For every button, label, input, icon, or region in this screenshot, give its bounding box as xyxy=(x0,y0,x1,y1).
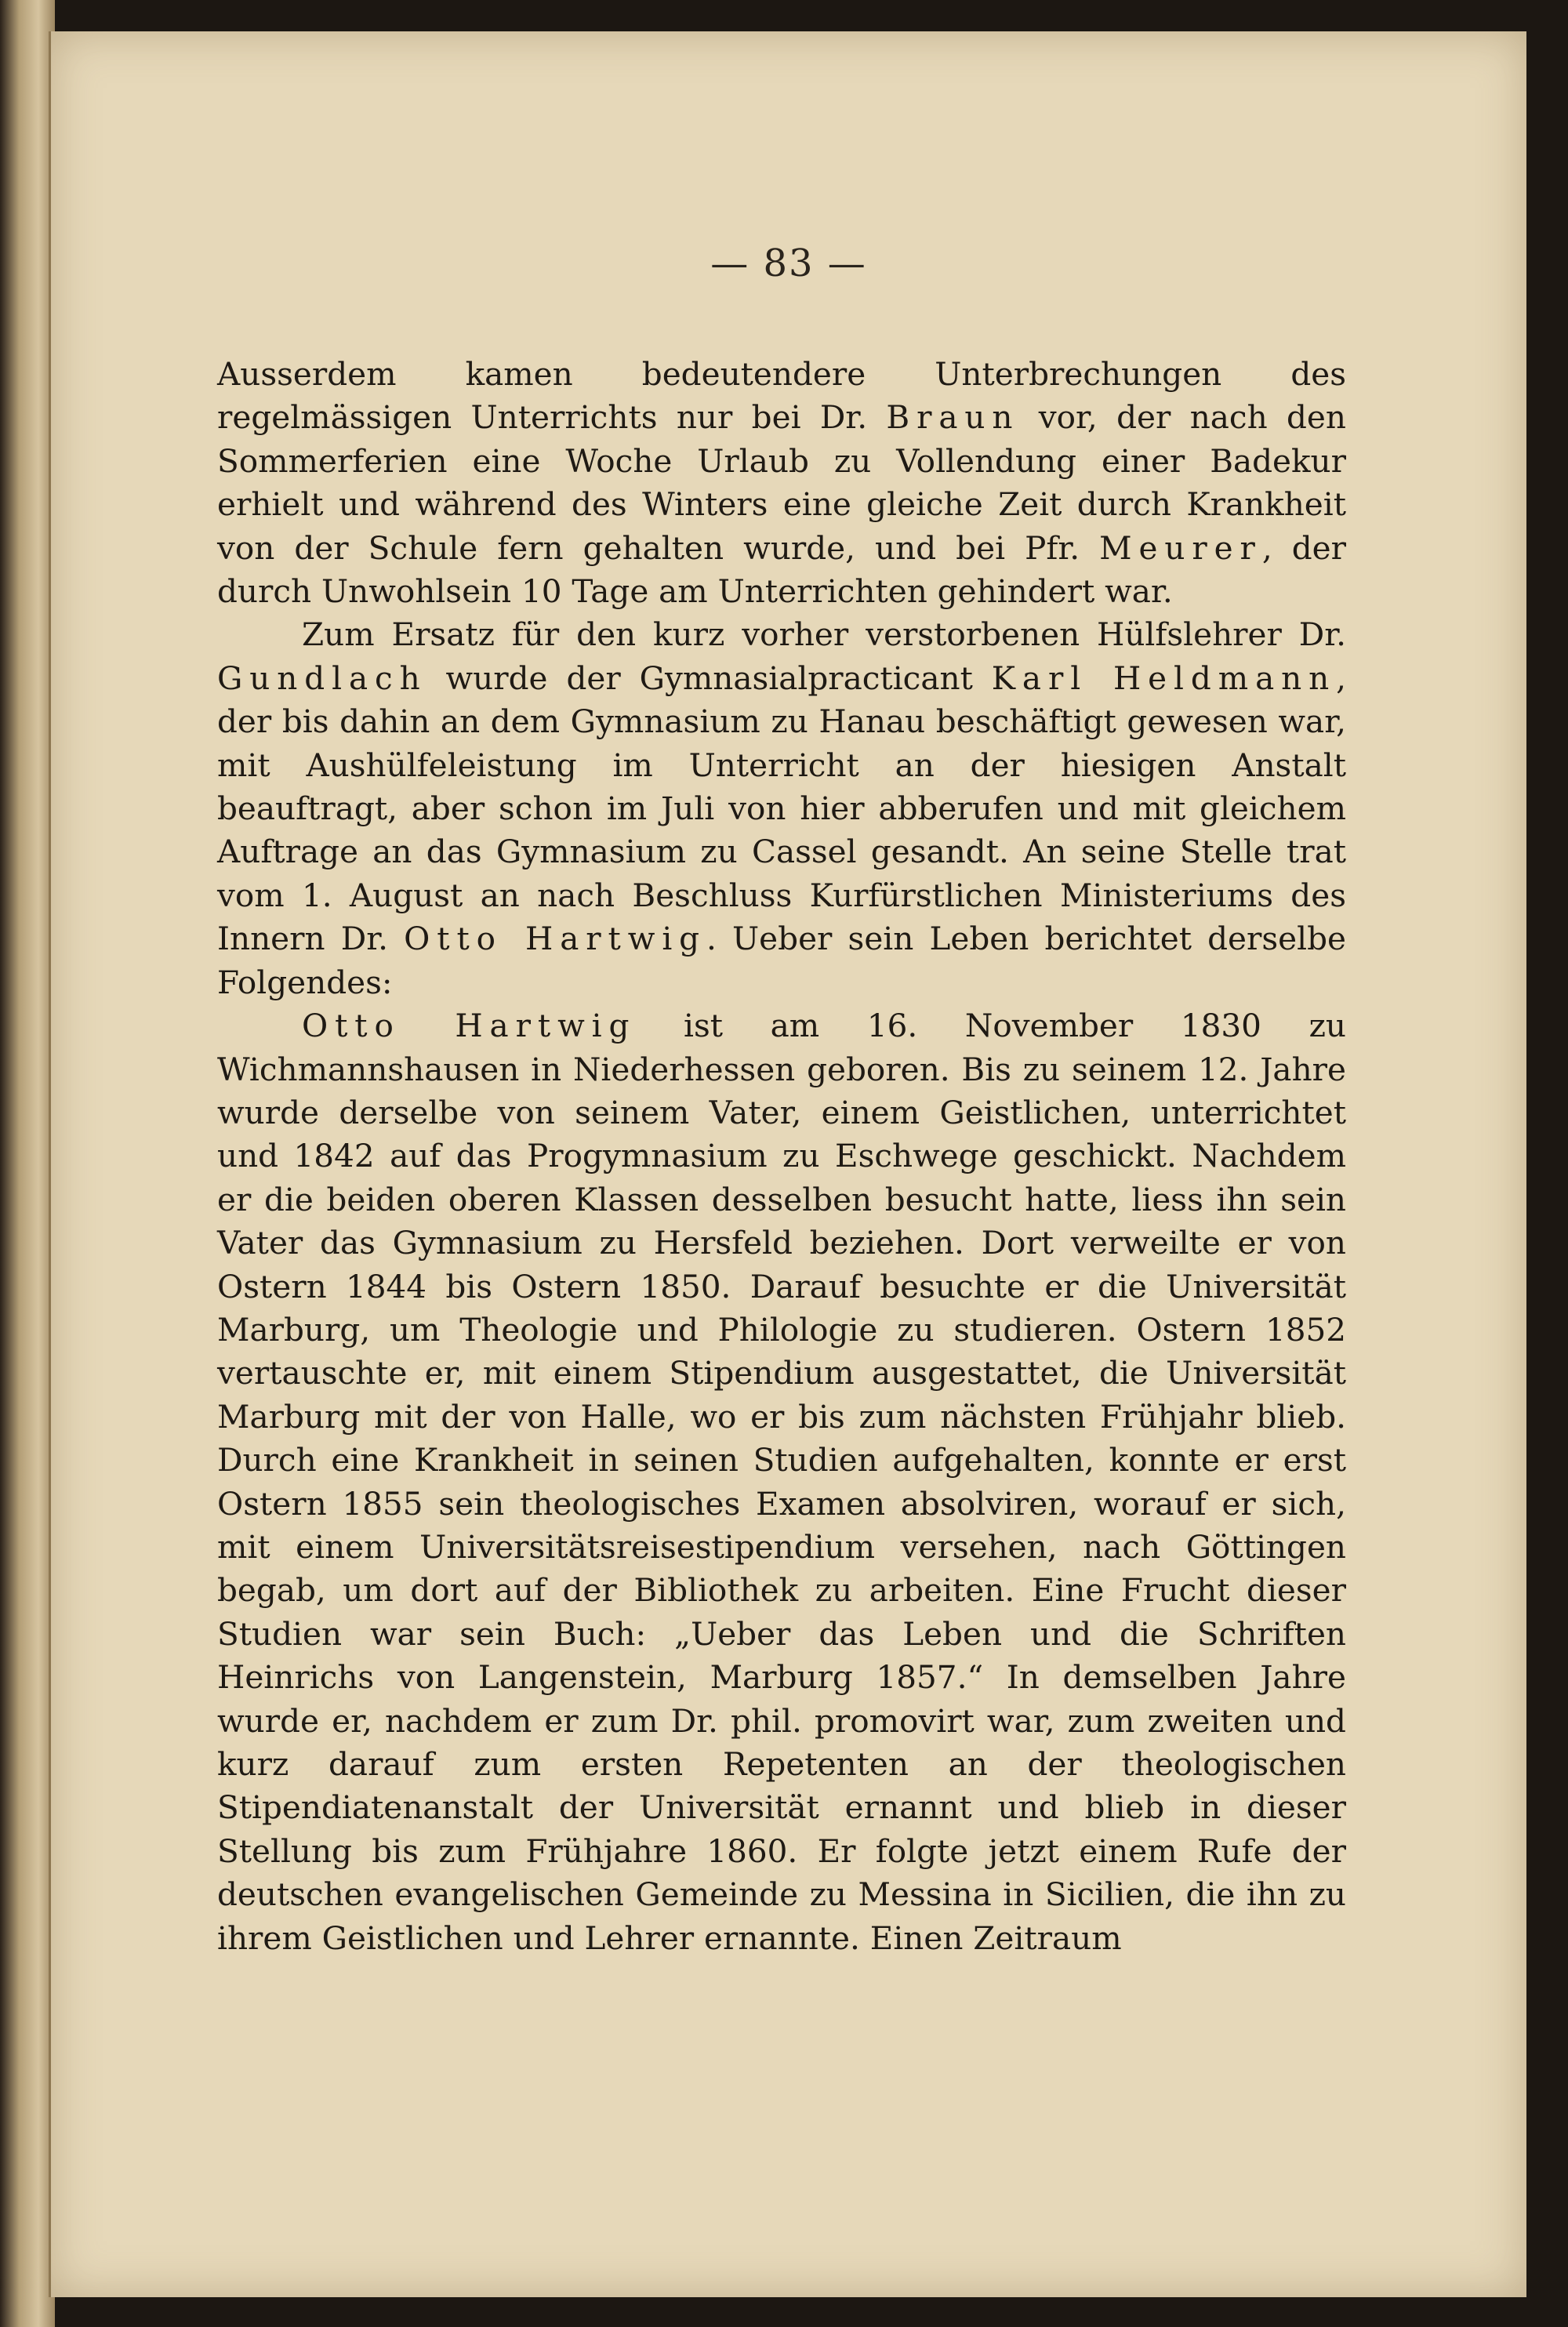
text-run: . Ueber sein Leben berichtet derselbe Folgendes: xyxy=(217,920,1346,1001)
text-run: vor, der nach den Sommerferien eine Woche Urlaub zu Vollendung einer Badekur erhielt und während des Winters eine gleiche Zeit durch Krankheit von der Schule fern gehalten wurde, und bei Pfr. xyxy=(217,398,1346,567)
facing-page-edge xyxy=(0,0,55,2327)
text-run: , der durch Unwohlsein 10 Tage am Unterrichten gehindert war. xyxy=(217,528,1346,611)
spaced-name: Otto Hartwig xyxy=(302,1007,637,1045)
text-run: ist am 16. November 1830 zu Wichmannshausen in Niederhessen geboren. Bis zu seinem 12. Jahre wurde derselbe von seinem Vater, einem Geistlichen, unterrichtet und 1842 auf das Progymnasium zu Eschwege geschickt. Nachdem er die beiden oberen Klassen desselben besucht hatte, liess ihn sein Vater das Gymnasium zu Hersfeld beziehen. Dort verweilte er von Ostern 1844 bis Ostern 1850. Darauf besuchte er die Universität Marburg, um Theologie und Philologie zu studieren. Ostern 1852 vertauschte er, mit einem Stipendium ausgestattet, die Universität Marburg mit der von Halle, wo er bis zum nächsten Frühjahr blieb. Durch eine Krankheit in seinen Studien aufgehalten, konnte er erst Ostern 1855 sein theologisches Examen absolviren, worauf er sich, mit einem Universitätsreisestipendium versehen, nach Göttingen begab, um dort auf der Bibliothek zu arbeiten. Eine Frucht dieser Studien war sein Buch: „Ueber das Leben und die Schriften Heinrichs von Langenstein, Marburg 1857.“ In demselben Jahre wurde er, nachdem er zum Dr. phil. promovirt war, zum zweiten und kurz darauf zum ersten Repetenten an der theologischen Stipendiatenanstalt der Universität ernannt und blieb in dieser Stellung bis zum Frühjahre 1860. Er folgte jetzt einem Rufe der deutschen evangelischen Gemeinde zu Messina in Sicilien, die ihn zu ihrem Geistlichen und Lehrer ernannte. Einen Zeitraum xyxy=(217,1007,1347,1957)
spaced-name: Karl Heldmann xyxy=(991,659,1337,697)
paragraph xyxy=(217,613,1346,1004)
book-page xyxy=(49,31,1526,2297)
text-run: , der bis dahin an dem Gymnasium zu Hanau beschäftigt gewesen war, mit Aushülfeleistung im Unterricht an der hiesigen Anstalt beauftragt, aber schon im Juli von hier abberufen und mit gleichem Auftrage an das Gymnasium zu Cassel gesandt. An seine Stelle trat vom 1. August an nach Beschluss Kurfürstlichen Ministeriums des Innern Dr. xyxy=(217,659,1346,958)
spaced-name: Braun xyxy=(886,398,1020,437)
page-number: — 83 — xyxy=(710,241,867,285)
paragraph xyxy=(217,1004,1346,1960)
spaced-name: Meurer xyxy=(1099,528,1262,567)
text-run: wurde der Gymnasialpracticant xyxy=(426,659,992,697)
spaced-name: Gundlach xyxy=(217,659,427,697)
spaced-name: Otto Hartwig xyxy=(404,920,707,958)
paragraph xyxy=(217,353,1346,613)
text-run: Zum Ersatz für den kurz vorher verstorbenen Hülfslehrer Dr. xyxy=(302,615,1346,654)
body-text xyxy=(217,353,1346,1960)
text-run: Ausserdem kamen bedeutendere Unterbrechungen des regelmässigen Unterrichts nur bei Dr. xyxy=(217,355,1346,437)
